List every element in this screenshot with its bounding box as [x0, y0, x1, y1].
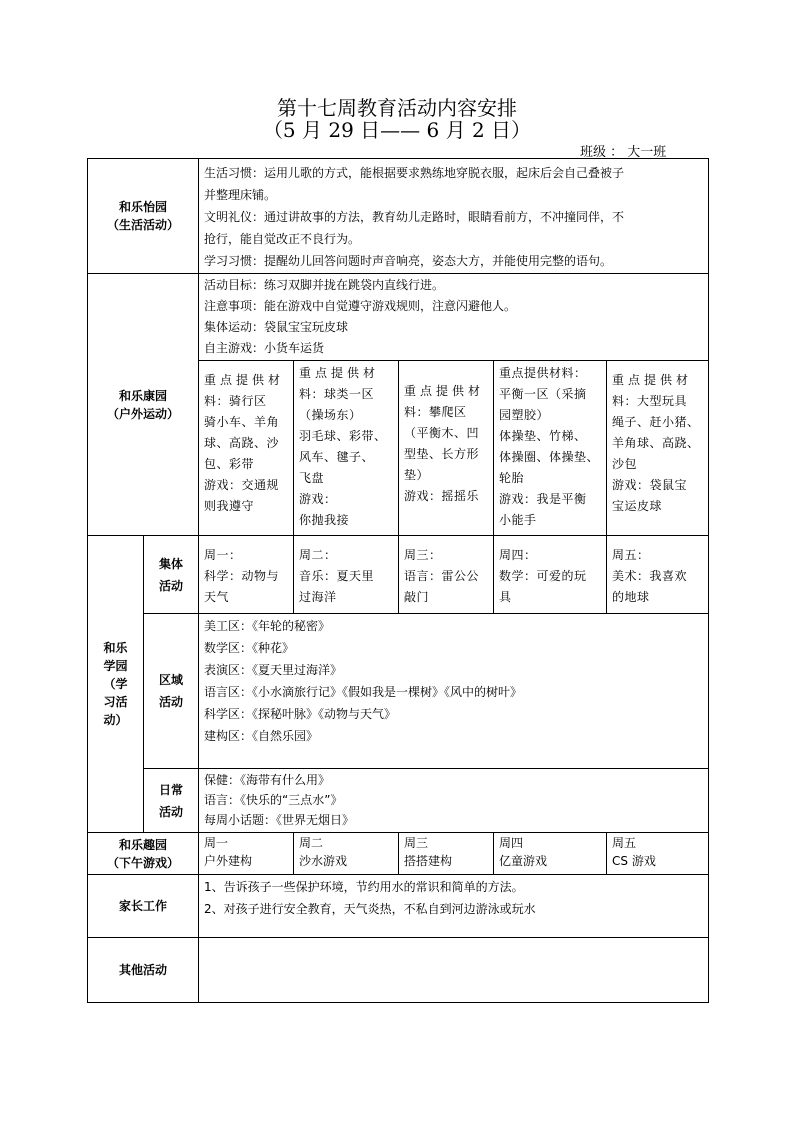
row-outdoor-top	[88, 274, 709, 361]
class-label: 班级 ： 大一班	[580, 145, 667, 160]
fun-thu: 周四 亿童游戏	[494, 833, 607, 875]
collective-thu: 周四： 数学：可爱的玩 具	[494, 536, 607, 614]
row-life	[88, 159, 709, 274]
outdoor-zone-2: 重点提供材 料：球类一区 （操场东） 羽毛球、彩带、 风车、毽子、 飞盘 游戏： 你抛我接	[294, 361, 399, 536]
collective-tue: 周二： 音乐：夏天里 过海洋	[294, 536, 399, 614]
collective-wed: 周三： 语言：雷公公 敲门	[399, 536, 494, 614]
fun-header: 和乐趣园 （下午游戏）	[88, 833, 199, 875]
row-study-daily	[88, 769, 709, 833]
other-header: 其他活动	[88, 938, 199, 1003]
other-content	[199, 938, 709, 1003]
row-study-area	[88, 614, 709, 769]
collective-header: 集体 活动	[144, 536, 199, 614]
daily-header: 日常 活动	[144, 769, 199, 833]
row-other	[88, 938, 709, 1003]
outdoor-zone-5: 重点提供材 料：大型玩具 绳子、赶小猪、 羊角球、高跷、 沙包 游戏：袋鼠宝 宝运皮球	[607, 361, 709, 536]
life-header: 和乐怡园 （生活活动）	[88, 159, 199, 274]
outdoor-zone-3: 重点提供材 料：攀爬区 （平衡木、凹 型垫、长方形 垫） 游戏：摇摇乐	[399, 361, 494, 536]
parents-content: 1、告诉孩子一些保护环境，节约用水的常识和简单的方法。 2、对孩子进行安全教育，天气炎热，不私自到河边游泳或玩水	[199, 875, 709, 938]
row-parents	[88, 875, 709, 938]
row-study-collective	[88, 536, 709, 614]
row-fun	[88, 833, 709, 875]
fun-mon: 周一 户外建构	[199, 833, 294, 875]
outdoor-header: 和乐康园 （户外运动）	[88, 274, 199, 536]
parents-header: 家长工作	[88, 875, 199, 938]
daily-content: 保健：《海带有什么用》 语言：《快乐的“三点水”》 每周小话题：《世界无烟日》	[199, 769, 709, 833]
collective-fri: 周五： 美术：我喜欢 的地球	[607, 536, 709, 614]
life-content: 生活习惯：运用儿歌的方式，能根据要求熟练地穿脱衣服，起床后会自己叠被子 并整理床铺。 文明礼仪：通过讲故事的方法，教育幼儿走路时，眼睛看前方，不冲撞同伴，不 抢行，能自觉改正不良行为。 学习习惯：提醒幼儿回答问题时声音响亮，姿态大方，并能使用完整的语句。	[199, 159, 709, 274]
collective-mon: 周一： 科学：动物与 天气	[199, 536, 294, 614]
fun-tue: 周二 沙水游戏	[294, 833, 399, 875]
area-header: 区域 活动	[144, 614, 199, 769]
outdoor-info: 活动目标：练习双脚并拢在跳袋内直线行进。 注意事项：能在游戏中自觉遵守游戏规则，注意闪避他人。 集体运动：袋鼠宝宝玩皮球 自主游戏：小货车运货	[199, 274, 709, 361]
area-content: 美工区：《年轮的秘密》 数学区：《种花》 表演区：《夏天里过海洋》 语言区：《小水滴旅行记》《假如我是一棵树》《风中的树叶》 科学区：《探秘叶脉》《动物与天气》 建构区：《自然乐园》	[199, 614, 709, 769]
page-title: 第十七周教育活动内容安排	[277, 96, 517, 120]
fun-fri: 周五 CS 游戏	[607, 833, 709, 875]
outdoor-zone-4: 重点提供材料： 平衡一区（采摘 园塑胶） 体操垫、竹梯、 体操圈、体操垫、 轮胎 游戏：我是平衡 小能手	[494, 361, 607, 536]
date-range: （5 月 29 日—— 6 月 2 日）	[262, 118, 532, 142]
fun-wed: 周三 搭搭建构	[399, 833, 494, 875]
study-header: 和乐 学园 （学 习活 动）	[88, 536, 144, 833]
schedule-table	[87, 158, 709, 1003]
outdoor-zone-1: 重点提供材 料：骑行区 骑小车、羊角 球、高跷、沙 包、彩带 游戏：交通规 则我遵守	[199, 361, 294, 536]
